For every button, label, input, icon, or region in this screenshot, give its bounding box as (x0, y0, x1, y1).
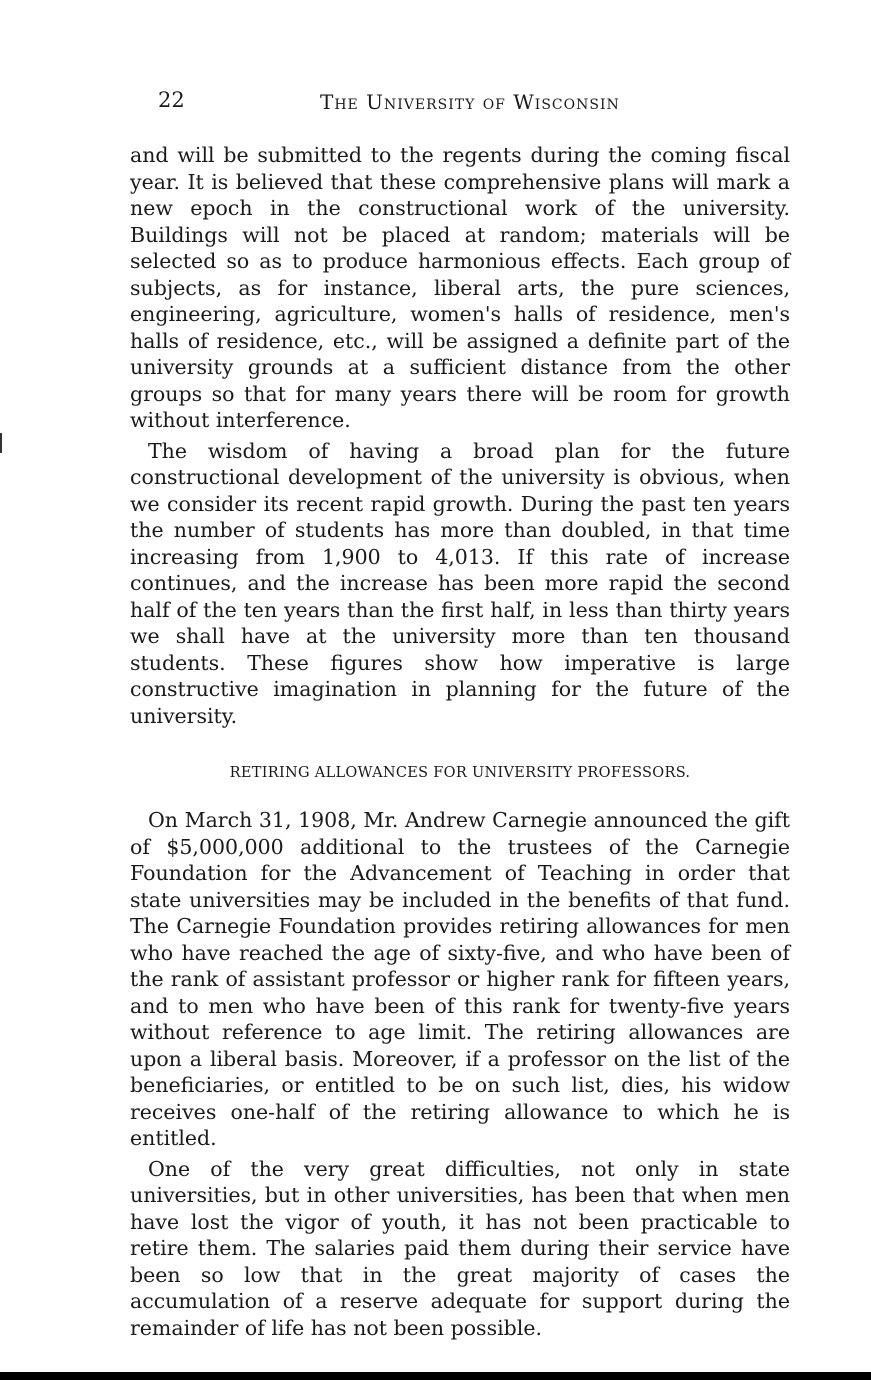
paragraph-difficulties: One of the very great difficulties, not only in state universities, but in other universities, has been that when men have lost the vigor of youth, it has not been practicable to retire them. The salaries paid them during their service have been so low that in the great majority of cases the accumulation of a reserve adequate for support during the remainder of life has not been possible. (130, 1156, 790, 1340)
running-title: The University of Wisconsin (320, 90, 620, 114)
section-heading: RETIRING ALLOWANCES FOR UNIVERSITY PROFESSORS. (229, 765, 691, 781)
scan-edge-mark (0, 433, 2, 453)
paragraph-continuation: and will be submitted to the regents during the coming fiscal year. It is believed that these comprehensive plans will mark a new epoch in the constructional work of the university. Buildings will not be placed at random; materials will be selected so as to produce harmonious effects. Each group of subjects, as for instance, liberal arts, the pure sciences, engineering, agriculture, women's halls of residence, men's halls of residence, etc., will be assigned a definite part of the university grounds at a sufficient distance from the other groups so that for many years there will be room for growth without interference. (130, 143, 790, 432)
paragraph-growth: The wisdom of having a broad plan for the future constructional development of the university is obvious, when we consider its recent rapid growth. During the past ten years the number of students has more than doubled, in that time increasing from 1,900 to 4,013. If this rate of increase continues, and the increase has been more rapid the second half of the ten years than the first half, in less than thirty years we shall have at the university more than ten thousand students. These figures show how imperative is large constructive imagination in planning for the future of the university. (130, 438, 790, 728)
running-head (158, 86, 798, 118)
scan-bottom-border (0, 1372, 871, 1380)
page-number: 22 (158, 88, 185, 112)
paragraph-carnegie-gift: On March 31, 1908, Mr. Andrew Carnegie announced the gift of $5,000,000 additional to the trustees of the Carnegie Foundation for the Advancement of Teaching in order that state universities may be included in the benefits of that fund. The Carnegie Foundation provides retiring allowances for men who have reached the age of sixty-five, and who have been of the rank of assistant professor or higher rank for fifteen years, and to men who have been of this rank for twenty-five years without reference to age limit. The retiring allowances are upon a liberal basis. Moreover, if a professor on the list of the beneficiaries, or entitled to be on such list, dies, his widow receives one-half of the retiring allowance to which he is entitled. (130, 808, 790, 1150)
page-body (130, 142, 790, 1345)
